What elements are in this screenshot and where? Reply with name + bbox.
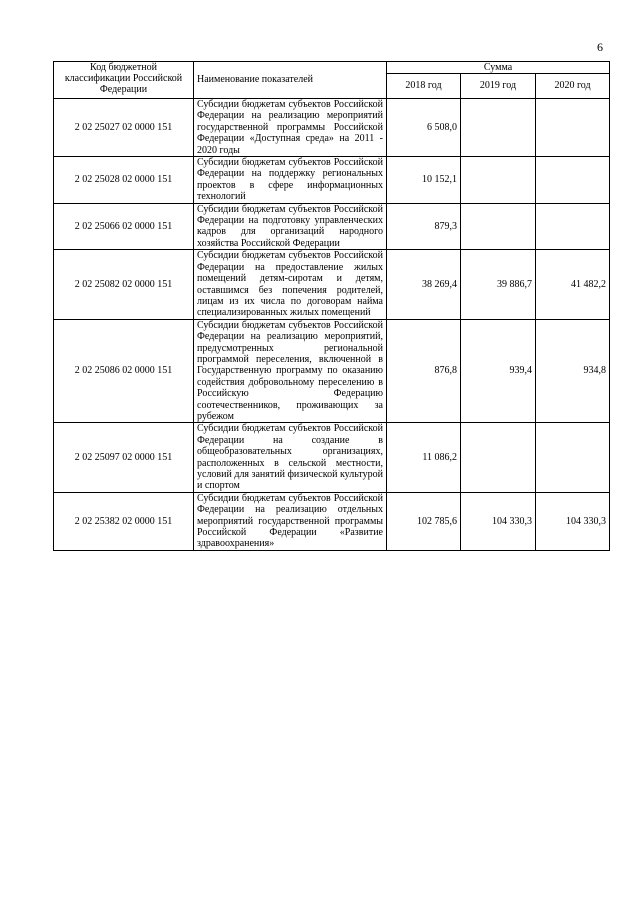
row-name: Субсидии бюджетам субъектов Российской Федерации на реализацию мероприятий, предусмотренных региональной программой переселения, включенной в Государственную программу по оказанию содействия добровольному переселению в Российскую Федерацию соотечественников, проживающих за рубежом xyxy=(194,319,387,423)
row-value-2018: 879,3 xyxy=(387,203,461,250)
table-row xyxy=(54,157,610,204)
row-name: Субсидии бюджетам субъектов Российской Федерации на предоставление жилых помещений детям-сиротам и детям, оставшимся без попечения родителей, лицам из их числа по договорам найма специализированных жилых помещений xyxy=(194,250,387,319)
row-value-2019 xyxy=(461,423,536,492)
budget-table xyxy=(53,61,610,551)
row-value-2018: 102 785,6 xyxy=(387,492,461,550)
row-name: Субсидии бюджетам субъектов Российской Федерации на создание в общеобразовательных организациях, расположенных в сельской местности, условий для занятий физической культурой и спортом xyxy=(194,423,387,492)
row-code: 2 02 25382 02 0000 151 xyxy=(54,492,194,550)
row-value-2020 xyxy=(536,99,610,157)
header-year-2018: 2018 год xyxy=(387,74,461,99)
row-code: 2 02 25028 02 0000 151 xyxy=(54,157,194,204)
row-code: 2 02 25086 02 0000 151 xyxy=(54,319,194,423)
row-value-2020: 41 482,2 xyxy=(536,250,610,319)
row-code: 2 02 25082 02 0000 151 xyxy=(54,250,194,319)
table-row xyxy=(54,250,610,319)
row-value-2020 xyxy=(536,423,610,492)
row-value-2019: 104 330,3 xyxy=(461,492,536,550)
row-name: Субсидии бюджетам субъектов Российской Федерации на реализацию мероприятий государственной программы Российской Федерации «Доступная среда» на 2011 - 2020 годы xyxy=(194,99,387,157)
table-row xyxy=(54,423,610,492)
header-year-2020: 2020 год xyxy=(536,74,610,99)
row-code: 2 02 25097 02 0000 151 xyxy=(54,423,194,492)
header-name: Наименование показателей xyxy=(194,62,387,99)
table-row xyxy=(54,492,610,550)
table-row xyxy=(54,319,610,423)
row-code: 2 02 25066 02 0000 151 xyxy=(54,203,194,250)
row-value-2020 xyxy=(536,157,610,204)
row-value-2020: 934,8 xyxy=(536,319,610,423)
table-row xyxy=(54,203,610,250)
header-sum: Сумма xyxy=(387,62,610,74)
row-code: 2 02 25027 02 0000 151 xyxy=(54,99,194,157)
row-value-2018: 38 269,4 xyxy=(387,250,461,319)
row-value-2020: 104 330,3 xyxy=(536,492,610,550)
table-row xyxy=(54,99,610,157)
row-name: Субсидии бюджетам субъектов Российской Федерации на реализацию отдельных мероприятий государственной программы Российской Федерации «Развитие здравоохранения» xyxy=(194,492,387,550)
row-name: Субсидии бюджетам субъектов Российской Федерации на поддержку региональных проектов в сфере информационных технологий xyxy=(194,157,387,204)
row-value-2018: 10 152,1 xyxy=(387,157,461,204)
header-row-top xyxy=(54,62,610,74)
row-value-2019 xyxy=(461,99,536,157)
row-value-2019 xyxy=(461,203,536,250)
row-name: Субсидии бюджетам субъектов Российской Федерации на подготовку управленческих кадров для организаций народного хозяйства Российской Федерации xyxy=(194,203,387,250)
page-number: 6 xyxy=(597,40,603,54)
row-value-2018: 11 086,2 xyxy=(387,423,461,492)
row-value-2018: 6 508,0 xyxy=(387,99,461,157)
row-value-2019: 39 886,7 xyxy=(461,250,536,319)
row-value-2019 xyxy=(461,157,536,204)
row-value-2020 xyxy=(536,203,610,250)
row-value-2019: 939,4 xyxy=(461,319,536,423)
header-year-2019: 2019 год xyxy=(461,74,536,99)
row-value-2018: 876,8 xyxy=(387,319,461,423)
header-code: Код бюджетной классификации Российской Федерации xyxy=(54,62,194,99)
